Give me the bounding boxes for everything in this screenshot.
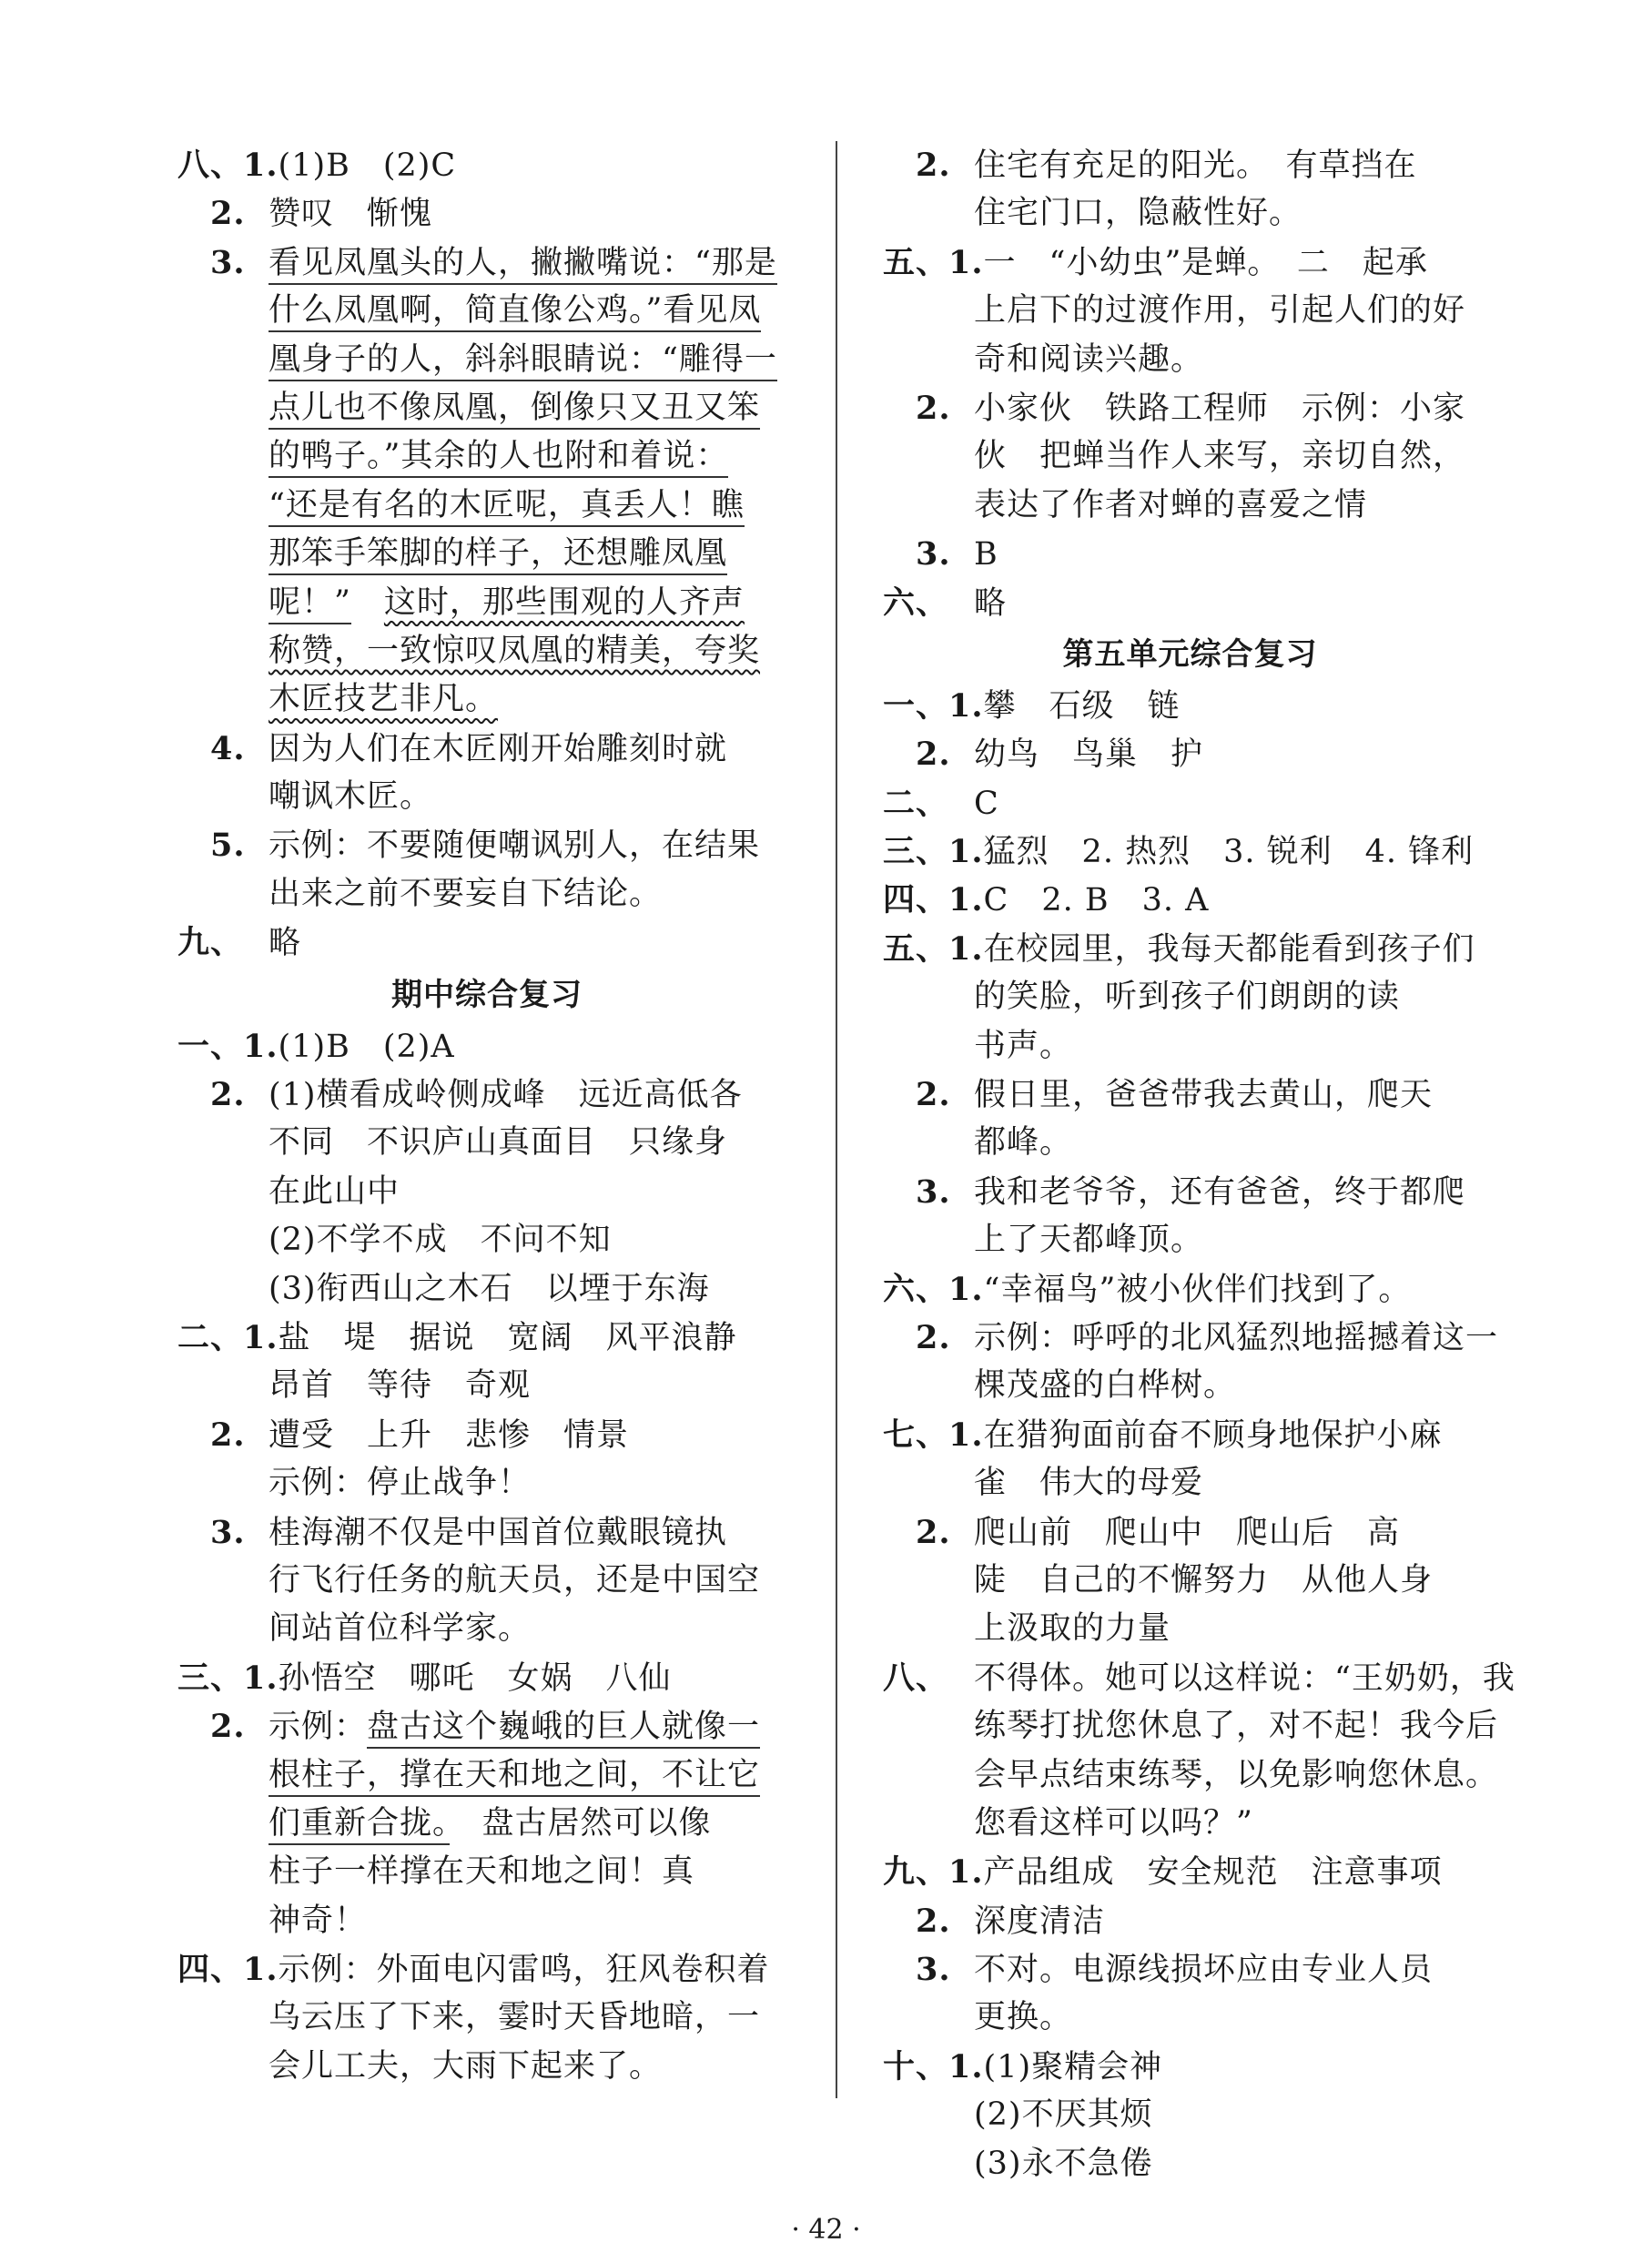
question-number: 六、1. xyxy=(883,1270,984,1308)
question-number: 五、1. xyxy=(883,243,984,281)
answer-text: 幼鸟 鸟巢 护 xyxy=(974,736,1204,774)
question-number: 2. xyxy=(177,1076,246,1114)
answer-line xyxy=(177,287,796,335)
answer-text: (1)聚精会神 xyxy=(983,2048,1163,2085)
question-number: 四、1. xyxy=(883,881,984,919)
question-number: 九、1. xyxy=(883,1853,984,1892)
answer-line xyxy=(883,1848,1497,1896)
answer-line xyxy=(177,1945,796,1994)
answer-line xyxy=(177,432,796,481)
answer-text: 桂海潮不仅是中国首位戴眼镜执 xyxy=(269,1514,728,1551)
answer-line xyxy=(883,876,1497,924)
answer-text: 攀 石级 链 xyxy=(983,687,1181,725)
answer-text: 行飞行任务的航天员，还是中国空 xyxy=(269,1561,761,1598)
answer-line xyxy=(883,1071,1497,1119)
answer-line xyxy=(177,530,796,578)
answer-text: 猛烈 2. 热烈 3. 锐利 4. 锋利 xyxy=(983,834,1475,871)
answer-text: (2)不学不成 不问不知 xyxy=(269,1222,612,1259)
answer-text: 乌云压了下来，霎时天昏地暗，一 xyxy=(269,1999,761,2036)
answer-text: (3)衔西山之木石 以堙于东海 xyxy=(269,1270,710,1307)
question-number: 八、 xyxy=(883,1659,949,1697)
answer-text: 书声。 xyxy=(974,1027,1073,1064)
underlined-text: 呢！” xyxy=(269,584,351,624)
underlined-text: 看见凤凰头的人，撇撇嘴说：“那是 xyxy=(269,245,777,285)
left-column xyxy=(177,141,796,2091)
answer-line xyxy=(177,1702,796,1751)
answer-text: 示例：呼呼的北风猛烈地摇撼着这一 xyxy=(974,1319,1499,1356)
question-number: 2. xyxy=(883,1076,951,1114)
answer-text: 神奇！ xyxy=(269,1902,368,1939)
underlined-text: 的鸭子。”其余的人也附和着说： xyxy=(269,438,728,478)
answer-text: 您看这样可以吗？” xyxy=(974,1804,1253,1842)
answer-line xyxy=(883,925,1497,973)
answer-line xyxy=(177,1022,796,1071)
answer-text: 示例：不要随便嘲讽别人，在结果 xyxy=(269,827,761,865)
answer-line xyxy=(883,827,1497,876)
answer-line xyxy=(177,1508,796,1557)
answer-line xyxy=(177,1265,796,1314)
answer-text: 住宅门口，隐蔽性好。 xyxy=(974,195,1302,232)
page-number: · 42 · xyxy=(791,2214,861,2246)
answer-line xyxy=(883,973,1497,1021)
answer-text: 盘古居然可以像 xyxy=(449,1804,712,1842)
underlined-text: 那笨手笨脚的样子，还想雕凤凰 xyxy=(269,535,727,575)
answer-text: 一 “小幼虫”是蝉。 二 起承 xyxy=(983,244,1428,281)
answer-line xyxy=(883,1800,1497,1848)
answer-text: 表达了作者对蝉的喜爱之情 xyxy=(974,486,1368,523)
answer-text: 因为人们在木匠刚开始雕刻时就 xyxy=(269,730,728,767)
answer-text: 会早点结束练琴，以免影响您休息。 xyxy=(974,1756,1499,1793)
answer-line xyxy=(883,2140,1497,2188)
answer-text: 不对。电源线损坏应由专业人员 xyxy=(974,1952,1434,1989)
question-number: 六、 xyxy=(883,584,949,622)
question-number: 3. xyxy=(177,1513,246,1551)
question-number: 5. xyxy=(177,827,246,865)
answer-text: 爬山前 爬山中 爬山后 高 xyxy=(974,1514,1401,1551)
answer-text: 赞叹 惭愧 xyxy=(269,196,433,233)
question-number: 八、1. xyxy=(177,147,279,184)
answer-line xyxy=(177,1605,796,1653)
answer-text: 间站首位科学家。 xyxy=(269,1610,532,1648)
answer-line xyxy=(883,1702,1497,1751)
right-column xyxy=(883,141,1515,2188)
answer-text: 孙悟空 哪吒 女娲 八仙 xyxy=(278,1659,672,1697)
answer-line xyxy=(883,336,1497,384)
section-heading: 第五单元综合复习 xyxy=(1062,635,1318,673)
answer-text: 上启下的过渡作用，引起人们的好 xyxy=(974,292,1466,330)
answer-text: 柱子一样撑在天和地之间！真 xyxy=(269,1853,695,1891)
answer-line xyxy=(883,1119,1497,1167)
answer-line xyxy=(883,682,1497,730)
answer-text: (1)B (2)A xyxy=(278,1028,455,1065)
wavy-underlined-text: 称赞，一致惊叹凤凰的精美，夸奖 xyxy=(269,632,761,669)
answer-text: 在猎狗面前奋不顾身地保护小麻 xyxy=(983,1416,1443,1454)
answer-text: 在校园里，我每天都能看到孩子们 xyxy=(983,930,1475,968)
answer-line xyxy=(177,918,796,967)
answer-line xyxy=(177,1071,796,1119)
answer-line xyxy=(177,1751,796,1800)
answer-line xyxy=(177,1654,796,1702)
question-number: 3. xyxy=(883,1172,951,1211)
question-number: 2. xyxy=(883,736,951,774)
question-number: 十、1. xyxy=(883,2047,984,2085)
answer-line xyxy=(177,1459,796,1507)
answer-text: 我和老爷爷，还有爸爸，终于都爬 xyxy=(974,1173,1466,1211)
answer-text: 示例：外面电闪雷鸣，狂风卷积着 xyxy=(278,1952,770,1989)
answer-line xyxy=(883,1411,1497,1459)
answer-line xyxy=(883,1265,1497,1314)
underlined-text: “还是有名的木匠呢，真丢人！瞧 xyxy=(269,487,745,527)
question-number: 2. xyxy=(883,1902,951,1940)
answer-line xyxy=(883,579,1497,627)
answer-text: 住宅有充足的阳光。 有草挡在 xyxy=(974,147,1417,184)
answer-text: 略 xyxy=(974,584,1008,622)
answer-text: (1)B (2)C xyxy=(278,147,457,184)
underlined-text: 点儿也不像凤凰，倒像只又丑又笨 xyxy=(269,390,760,430)
answer-line xyxy=(177,189,796,238)
answer-text: 奇和阅读兴趣。 xyxy=(974,340,1204,378)
answer-line xyxy=(883,730,1497,778)
answer-line xyxy=(177,1848,796,1896)
question-number: 二、1. xyxy=(177,1318,279,1356)
answer-line xyxy=(883,1216,1497,1264)
question-number: 3. xyxy=(883,535,951,573)
answer-text: 练琴打扰您休息了，对不起！我今后 xyxy=(974,1708,1499,1745)
answer-line xyxy=(883,141,1497,189)
answer-text: “幸福鸟”被小伙伴们找到了。 xyxy=(983,1271,1412,1308)
answer-line xyxy=(883,1508,1497,1557)
answer-text: 雀 伟大的母爱 xyxy=(974,1465,1204,1502)
answer-line xyxy=(883,530,1497,578)
answer-text: 小家伙 铁路工程师 示例：小家 xyxy=(974,390,1466,427)
answer-line xyxy=(177,725,796,773)
answer-line xyxy=(883,779,1497,827)
answer-text: 深度清洁 xyxy=(974,1903,1106,1940)
underlined-text: 们重新合拢。 xyxy=(269,1805,450,1845)
section-heading: 期中综合复习 xyxy=(391,976,583,1013)
answer-text: 伙 把蝉当作人来写，亲切自然， xyxy=(974,438,1466,475)
answer-line xyxy=(883,1605,1497,1653)
answer-text: 都峰。 xyxy=(974,1124,1073,1162)
answer-line xyxy=(177,1119,796,1167)
answer-text: 不得体。她可以这样说：“王奶奶，我 xyxy=(974,1659,1515,1697)
question-number: 三、1. xyxy=(883,833,984,871)
answer-text: 盐 堤 据说 宽阔 风平浪静 xyxy=(278,1319,737,1356)
answer-line xyxy=(883,384,1497,432)
answer-line xyxy=(883,1897,1497,1945)
answer-text: 略 xyxy=(269,925,302,962)
answer-line xyxy=(883,1751,1497,1800)
question-number: 2. xyxy=(177,1708,246,1746)
question-number: 3. xyxy=(177,243,246,281)
answer-text: 不同 不识庐山真面目 只缘身 xyxy=(269,1124,728,1162)
answer-line xyxy=(883,189,1497,238)
answer-text: 更换。 xyxy=(974,1999,1073,2036)
answer-line xyxy=(883,1654,1515,1702)
answer-line xyxy=(177,482,796,530)
question-number: 2. xyxy=(883,1513,951,1551)
answer-line xyxy=(883,1945,1497,1994)
answer-text: 假日里，爸爸带我去黄山，爬天 xyxy=(974,1077,1434,1114)
answer-line xyxy=(177,2043,796,2091)
answer-line xyxy=(883,1557,1497,1605)
underlined-text: 什么凤凰啊，简直像公鸡。”看见凤 xyxy=(269,292,761,332)
answer-line xyxy=(177,1411,796,1459)
question-number: 2. xyxy=(883,389,951,427)
underlined-text: 盘古这个巍峨的巨人就像一 xyxy=(367,1709,760,1749)
answer-line xyxy=(177,238,796,287)
answer-text: (1)横看成岭侧成峰 远近高低各 xyxy=(269,1077,743,1114)
question-number: 一、1. xyxy=(883,686,984,725)
answer-text: 嘲讽木匠。 xyxy=(269,778,433,816)
answer-line xyxy=(883,1362,1497,1410)
answer-text: 昂首 等待 奇观 xyxy=(269,1367,532,1405)
answer-line xyxy=(177,1362,796,1410)
answer-line xyxy=(883,287,1497,335)
answer-text: B xyxy=(974,536,998,573)
answer-line xyxy=(177,821,796,869)
answer-text: 的笑脸，听到孩子们朗朗的读 xyxy=(974,979,1401,1016)
underlined-text: 凰身子的人，斜斜眼睛说：“雕得一 xyxy=(269,341,777,381)
question-number: 2. xyxy=(883,1318,951,1356)
answer-text: (3)永不急倦 xyxy=(974,2145,1153,2182)
answer-line xyxy=(177,627,796,675)
wavy-underlined-text: 木匠技艺非凡。 xyxy=(269,681,499,718)
answer-line xyxy=(177,384,796,432)
question-number: 3. xyxy=(883,1951,951,1989)
answer-text: 示例：停止战争！ xyxy=(269,1465,532,1502)
answer-line xyxy=(883,1168,1497,1216)
question-number: 九、 xyxy=(177,924,244,962)
question-number: 二、 xyxy=(883,784,949,822)
spacer xyxy=(351,584,384,621)
question-number: 五、1. xyxy=(883,929,984,968)
question-number: 四、1. xyxy=(177,1951,279,1989)
answer-text: 上了天都峰顶。 xyxy=(974,1222,1204,1259)
question-number: 2. xyxy=(177,1416,246,1454)
answer-line xyxy=(177,141,796,189)
answer-line xyxy=(177,1994,796,2042)
wavy-underlined-text: 这时，那些围观的人齐声 xyxy=(383,584,745,621)
question-number: 2. xyxy=(177,195,246,233)
answer-line xyxy=(177,1168,796,1216)
answer-line xyxy=(883,1994,1497,2042)
column-divider xyxy=(836,141,837,2098)
answer-text: 遭受 上升 悲惨 情景 xyxy=(269,1416,630,1454)
question-number: 4. xyxy=(177,729,246,767)
answer-line xyxy=(177,1557,796,1605)
answer-line xyxy=(883,1022,1497,1071)
question-number: 七、1. xyxy=(883,1416,984,1454)
answer-line xyxy=(177,1314,796,1362)
answer-line xyxy=(177,336,796,384)
answer-text: 陡 自己的不懈努力 从他人身 xyxy=(974,1561,1434,1598)
underlined-text: 根柱子，撑在天和地之间，不让它 xyxy=(269,1757,760,1797)
answer-text: 上汲取的力量 xyxy=(974,1610,1171,1648)
answer-line xyxy=(883,2043,1497,2091)
question-number: 一、1. xyxy=(177,1027,279,1065)
question-number: 三、1. xyxy=(177,1659,279,1697)
answer-text: 棵茂盛的白桦树。 xyxy=(974,1367,1237,1405)
answer-text: 示例： xyxy=(269,1709,368,1746)
answer-line xyxy=(883,2091,1497,2139)
answer-text: 出来之前不要妄自下结论。 xyxy=(269,875,663,912)
answer-text: 在此山中 xyxy=(269,1172,400,1210)
answer-text: (2)不厌其烦 xyxy=(974,2096,1153,2134)
answer-line xyxy=(883,238,1497,287)
answer-text: C xyxy=(974,785,999,822)
answer-line xyxy=(883,1314,1497,1362)
answer-line xyxy=(177,1897,796,1945)
answer-line xyxy=(177,1216,796,1264)
answer-line xyxy=(177,675,796,724)
answer-line xyxy=(177,1800,796,1848)
answer-line xyxy=(177,579,796,627)
answer-text: 会儿工夫，大雨下起来了。 xyxy=(269,2047,663,2085)
question-number: 2. xyxy=(883,147,951,184)
answer-line xyxy=(177,870,796,918)
answer-line xyxy=(883,432,1497,481)
answer-line xyxy=(177,773,796,821)
answer-text: C 2. B 3. A xyxy=(983,882,1210,919)
answer-line xyxy=(883,482,1497,530)
answer-text: 产品组成 安全规范 注意事项 xyxy=(983,1854,1443,1892)
answer-line xyxy=(883,1459,1497,1507)
